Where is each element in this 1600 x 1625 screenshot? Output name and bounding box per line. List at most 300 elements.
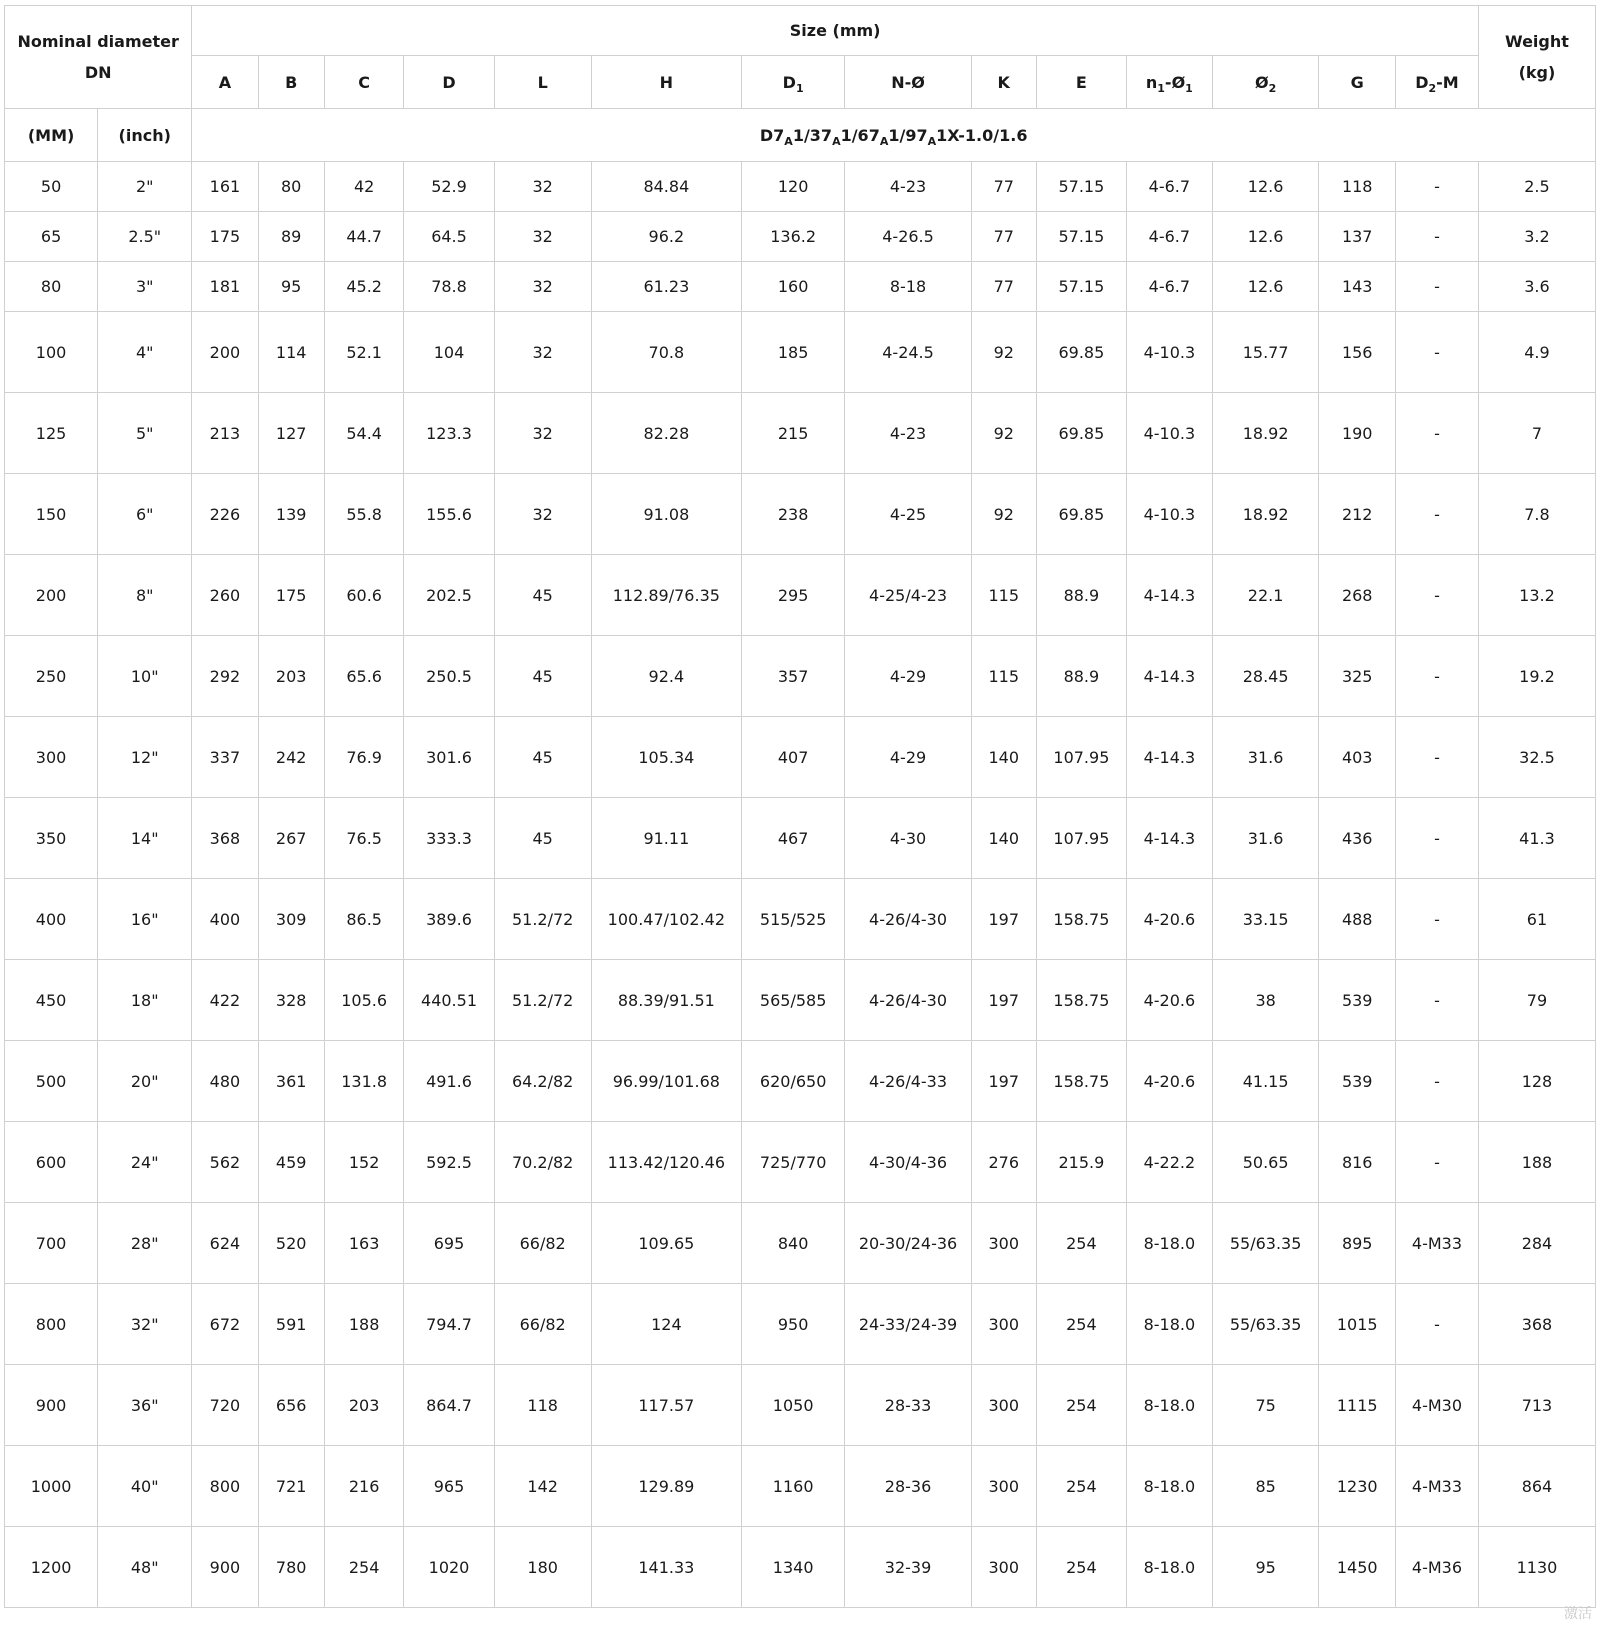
table-cell: 440.51 [404,960,494,1041]
table-cell: 1160 [741,1446,845,1527]
table-cell: 85 [1212,1446,1319,1527]
table-cell: 5" [98,393,192,474]
table-cell: 254 [1036,1284,1126,1365]
table-cell: 115 [971,555,1036,636]
table-cell: - [1396,1122,1479,1203]
table-cell: 4-26/4-30 [845,960,971,1041]
table-cell: 79 [1478,960,1595,1041]
table-cell: 2.5 [1478,162,1595,212]
table-cell: 226 [192,474,258,555]
table-cell: 57.15 [1036,162,1126,212]
table-cell: 4-23 [845,393,971,474]
table-cell: 88.39/91.51 [591,960,741,1041]
table-cell: 8-18.0 [1126,1527,1212,1608]
table-cell: 51.2/72 [494,879,591,960]
table-cell: 61.23 [591,262,741,312]
table-cell: 18.92 [1212,393,1319,474]
table-cell: 190 [1319,393,1396,474]
table-cell: 250 [5,636,98,717]
table-cell: 163 [324,1203,404,1284]
table-cell: 800 [192,1446,258,1527]
table-cell: 212 [1319,474,1396,555]
table-cell: 161 [192,162,258,212]
table-cell: 325 [1319,636,1396,717]
table-row [5,1365,1596,1446]
col-header-d1: $D_1$ [741,56,845,109]
table-cell: 4-14.3 [1126,555,1212,636]
table-cell: 28-33 [845,1365,971,1446]
table-cell: - [1396,212,1479,262]
table-cell: 158.75 [1036,879,1126,960]
table-cell: 4-25/4-23 [845,555,971,636]
table-row [5,1122,1596,1203]
table-cell: 4-23 [845,162,971,212]
table-row [5,960,1596,1041]
table-cell: 197 [971,1041,1036,1122]
table-cell: 215 [741,393,845,474]
table-cell: 260 [192,555,258,636]
table-cell: 158.75 [1036,960,1126,1041]
table-cell: 215.9 [1036,1122,1126,1203]
col-header-g: G [1319,56,1396,109]
table-cell: - [1396,262,1479,312]
table-cell: 840 [741,1203,845,1284]
table-row [5,1446,1596,1527]
table-cell: 4-14.3 [1126,798,1212,879]
col-header-d2-m: $D_2-M$ [1396,56,1479,109]
table-cell: 4-26/4-33 [845,1041,971,1122]
table-cell: 8-18.0 [1126,1365,1212,1446]
table-cell: 309 [258,879,324,960]
table-cell: 3.2 [1478,212,1595,262]
table-cell: 50.65 [1212,1122,1319,1203]
table-cell: 158.75 [1036,1041,1126,1122]
table-cell: 295 [741,555,845,636]
table-cell: 70.8 [591,312,741,393]
table-cell: 114 [258,312,324,393]
table-cell: 488 [1319,879,1396,960]
table-cell: 333.3 [404,798,494,879]
table-cell: 700 [5,1203,98,1284]
table-cell: 41.15 [1212,1041,1319,1122]
table-cell: 80 [5,262,98,312]
table-cell: 32.5 [1478,717,1595,798]
table-cell: 129.89 [591,1446,741,1527]
table-cell: 18" [98,960,192,1041]
table-cell: 1340 [741,1527,845,1608]
table-cell: - [1396,798,1479,879]
col-header-b: B [258,56,324,109]
table-cell: 77 [971,212,1036,262]
table-cell: 216 [324,1446,404,1527]
table-cell: 115 [971,636,1036,717]
table-cell: 32 [494,162,591,212]
table-cell: 54.4 [324,393,404,474]
table-row [5,636,1596,717]
table-cell: 20-30/24-36 [845,1203,971,1284]
table-cell: 32 [494,212,591,262]
table-cell: - [1396,1284,1479,1365]
table-cell: 175 [258,555,324,636]
table-cell: - [1396,960,1479,1041]
table-cell: 267 [258,798,324,879]
table-cell: 780 [258,1527,324,1608]
table-cell: 76.5 [324,798,404,879]
table-cell: 32 [494,262,591,312]
table-cell: 117.57 [591,1365,741,1446]
table-cell: 175 [192,212,258,262]
table-cell: 450 [5,960,98,1041]
table-cell: - [1396,636,1479,717]
table-row [5,212,1596,262]
table-cell: 137 [1319,212,1396,262]
unit-mm-header: (MM) [5,109,98,162]
table-cell: 301.6 [404,717,494,798]
table-cell: 40" [98,1446,192,1527]
table-cell: 95 [1212,1527,1319,1608]
table-cell: 64.5 [404,212,494,262]
col-header-l: L [494,56,591,109]
table-cell: 3" [98,262,192,312]
table-cell: 197 [971,879,1036,960]
table-cell: 28.45 [1212,636,1319,717]
table-cell: 70.2/82 [494,1122,591,1203]
table-cell: 4-30/4-36 [845,1122,971,1203]
table-cell: 800 [5,1284,98,1365]
table-cell: 80 [258,162,324,212]
table-cell: 300 [971,1527,1036,1608]
table-cell: 12" [98,717,192,798]
table-cell: 403 [1319,717,1396,798]
table-cell: 238 [741,474,845,555]
table-row [5,162,1596,212]
size-header: Size (mm) [192,6,1479,56]
table-cell: 656 [258,1365,324,1446]
table-row [5,555,1596,636]
table-cell: 565/585 [741,960,845,1041]
col-header-phi2: $Ø_2$ [1212,56,1319,109]
table-cell: 141.33 [591,1527,741,1608]
table-cell: 22.1 [1212,555,1319,636]
table-cell: 4-6.7 [1126,162,1212,212]
header-row-3 [5,109,1596,162]
table-cell: 86.5 [324,879,404,960]
table-cell: 95 [258,262,324,312]
watermark-text: 激活 [1564,1606,1592,1622]
table-cell: 254 [1036,1446,1126,1527]
table-row [5,393,1596,474]
table-cell: 60.6 [324,555,404,636]
col-header-h: H [591,56,741,109]
table-cell: 8-18 [845,262,971,312]
dimension-table [4,5,1596,1608]
table-cell: 4-20.6 [1126,1041,1212,1122]
col-header-a: A [192,56,258,109]
table-cell: 1115 [1319,1365,1396,1446]
table-cell: 48" [98,1527,192,1608]
table-cell: 250.5 [404,636,494,717]
table-cell: 100 [5,312,98,393]
table-cell: 950 [741,1284,845,1365]
table-cell: 562 [192,1122,258,1203]
table-cell: 539 [1319,1041,1396,1122]
table-cell: - [1396,162,1479,212]
table-cell: 107.95 [1036,717,1126,798]
table-cell: 120 [741,162,845,212]
table-cell: 52.9 [404,162,494,212]
table-cell: 13.2 [1478,555,1595,636]
table-cell: 55.8 [324,474,404,555]
table-cell: 8" [98,555,192,636]
table-cell: 18.92 [1212,474,1319,555]
table-cell: 180 [494,1527,591,1608]
table-cell: 32-39 [845,1527,971,1608]
table-cell: 4-10.3 [1126,312,1212,393]
table-cell: 112.89/76.35 [591,555,741,636]
table-cell: 2.5" [98,212,192,262]
table-cell: 895 [1319,1203,1396,1284]
table-cell: 32 [494,393,591,474]
table-cell: 31.6 [1212,798,1319,879]
table-cell: 28-36 [845,1446,971,1527]
table-cell: 32 [494,474,591,555]
table-cell: 152 [324,1122,404,1203]
table-cell: 794.7 [404,1284,494,1365]
table-cell: 69.85 [1036,393,1126,474]
table-cell: 254 [1036,1203,1126,1284]
table-cell: 591 [258,1284,324,1365]
table-cell: 69.85 [1036,474,1126,555]
table-cell: 276 [971,1122,1036,1203]
header-row-2 [5,56,1596,109]
table-cell: 181 [192,262,258,312]
table-cell: 61 [1478,879,1595,960]
table-cell: 8-18.0 [1126,1284,1212,1365]
table-cell: 77 [971,162,1036,212]
table-row [5,474,1596,555]
table-cell: 156 [1319,312,1396,393]
table-cell: 721 [258,1446,324,1527]
table-cell: 695 [404,1203,494,1284]
table-cell: 52.1 [324,312,404,393]
table-cell: 12.6 [1212,262,1319,312]
table-cell: 57.15 [1036,212,1126,262]
table-cell: 105.34 [591,717,741,798]
table-cell: 51.2/72 [494,960,591,1041]
table-cell: 118 [1319,162,1396,212]
table-cell: 88.9 [1036,555,1126,636]
table-cell: 3.6 [1478,262,1595,312]
table-cell: 188 [324,1284,404,1365]
table-cell: 31.6 [1212,717,1319,798]
table-cell: 368 [192,798,258,879]
table-cell: 64.2/82 [494,1041,591,1122]
table-cell: 76.9 [324,717,404,798]
table-cell: 33.15 [1212,879,1319,960]
table-cell: 12.6 [1212,212,1319,262]
table-cell: 436 [1319,798,1396,879]
table-cell: 91.11 [591,798,741,879]
table-cell: 864.7 [404,1365,494,1446]
table-cell: 65 [5,212,98,262]
table-cell: 965 [404,1446,494,1527]
table-cell: 357 [741,636,845,717]
table-cell: 44.7 [324,212,404,262]
table-cell: 4-26.5 [845,212,971,262]
col-header-e: E [1036,56,1126,109]
table-cell: 142 [494,1446,591,1527]
table-cell: 520 [258,1203,324,1284]
table-cell: 268 [1319,555,1396,636]
table-cell: 4-6.7 [1126,212,1212,262]
table-cell: 45 [494,636,591,717]
table-cell: 713 [1478,1365,1595,1446]
table-cell: 242 [258,717,324,798]
table-cell: 4-20.6 [1126,879,1212,960]
table-cell: 143 [1319,262,1396,312]
table-cell: 300 [971,1284,1036,1365]
table-cell: 350 [5,798,98,879]
table-cell: 620/650 [741,1041,845,1122]
table-cell: 16" [98,879,192,960]
table-cell: 4.9 [1478,312,1595,393]
table-cell: 1230 [1319,1446,1396,1527]
table-cell: - [1396,1041,1479,1122]
table-cell: 1015 [1319,1284,1396,1365]
table-cell: 136.2 [741,212,845,262]
table-cell: 592.5 [404,1122,494,1203]
table-cell: 816 [1319,1122,1396,1203]
table-cell: 4-14.3 [1126,717,1212,798]
table-cell: 389.6 [404,879,494,960]
table-cell: 88.9 [1036,636,1126,717]
table-cell: 4-14.3 [1126,636,1212,717]
table-cell: 4-10.3 [1126,393,1212,474]
table-cell: 254 [1036,1365,1126,1446]
table-cell: 254 [324,1527,404,1608]
table-cell: 624 [192,1203,258,1284]
table-cell: 28" [98,1203,192,1284]
table-cell: - [1396,555,1479,636]
table-cell: 300 [971,1446,1036,1527]
table-cell: 32 [494,312,591,393]
table-cell: 4-M33 [1396,1203,1479,1284]
table-cell: 6" [98,474,192,555]
table-cell: 900 [5,1365,98,1446]
table-cell: 4-24.5 [845,312,971,393]
table-cell: 500 [5,1041,98,1122]
table-cell: 4-29 [845,717,971,798]
table-cell: 480 [192,1041,258,1122]
table-cell: 150 [5,474,98,555]
table-cell: 361 [258,1041,324,1122]
table-cell: 41.3 [1478,798,1595,879]
table-cell: 400 [192,879,258,960]
table-cell: - [1396,312,1479,393]
table-cell: 160 [741,262,845,312]
table-cell: 92 [971,393,1036,474]
table-cell: 337 [192,717,258,798]
weight-header: Weight (kg) [1478,6,1595,109]
table-cell: 89 [258,212,324,262]
table-row [5,798,1596,879]
table-cell: 24" [98,1122,192,1203]
table-row [5,879,1596,960]
table-cell: 202.5 [404,555,494,636]
table-cell: 254 [1036,1527,1126,1608]
table-cell: 75 [1212,1365,1319,1446]
table-cell: 113.42/120.46 [591,1122,741,1203]
table-cell: 96.2 [591,212,741,262]
table-cell: 459 [258,1122,324,1203]
table-cell: 197 [971,960,1036,1041]
table-row [5,262,1596,312]
table-cell: 1020 [404,1527,494,1608]
table-cell: 92 [971,312,1036,393]
table-cell: 14" [98,798,192,879]
table-cell: 107.95 [1036,798,1126,879]
nominal-diameter-header: Nominal diameter DN [5,6,192,109]
table-cell: 24-33/24-39 [845,1284,971,1365]
table-cell: 65.6 [324,636,404,717]
table-cell: 50 [5,162,98,212]
table-cell: 127 [258,393,324,474]
table-cell: 139 [258,474,324,555]
table-cell: 2" [98,162,192,212]
table-cell: 45 [494,798,591,879]
table-cell: 7 [1478,393,1595,474]
table-cell: 4-M30 [1396,1365,1479,1446]
table-cell: 467 [741,798,845,879]
table-cell: 82.28 [591,393,741,474]
table-cell: 864 [1478,1446,1595,1527]
table-cell: - [1396,393,1479,474]
table-cell: 78.8 [404,262,494,312]
table-cell: 1000 [5,1446,98,1527]
table-cell: 69.85 [1036,312,1126,393]
table-cell: 4-26/4-30 [845,879,971,960]
table-row [5,717,1596,798]
table-cell: 720 [192,1365,258,1446]
table-cell: 66/82 [494,1284,591,1365]
table-cell: 400 [5,879,98,960]
table-cell: 1450 [1319,1527,1396,1608]
table-cell: 57.15 [1036,262,1126,312]
table-row [5,1041,1596,1122]
table-cell: 8-18.0 [1126,1203,1212,1284]
table-cell: 1200 [5,1527,98,1608]
table-cell: 118 [494,1365,591,1446]
table-cell: 300 [5,717,98,798]
table-cell: 4-M36 [1396,1527,1479,1608]
table-cell: - [1396,717,1479,798]
col-header-k: K [971,56,1036,109]
table-cell: 4-25 [845,474,971,555]
table-row [5,1284,1596,1365]
table-cell: 1050 [741,1365,845,1446]
table-cell: 100.47/102.42 [591,879,741,960]
col-header-n1-phi1: $n_1-Ø_1$ [1126,56,1212,109]
table-cell: 38 [1212,960,1319,1041]
table-cell: 10" [98,636,192,717]
table-cell: 45 [494,717,591,798]
table-cell: 539 [1319,960,1396,1041]
table-cell: 96.99/101.68 [591,1041,741,1122]
table-cell: 92.4 [591,636,741,717]
col-header-c: C [324,56,404,109]
table-cell: 4-30 [845,798,971,879]
table-cell: 900 [192,1527,258,1608]
